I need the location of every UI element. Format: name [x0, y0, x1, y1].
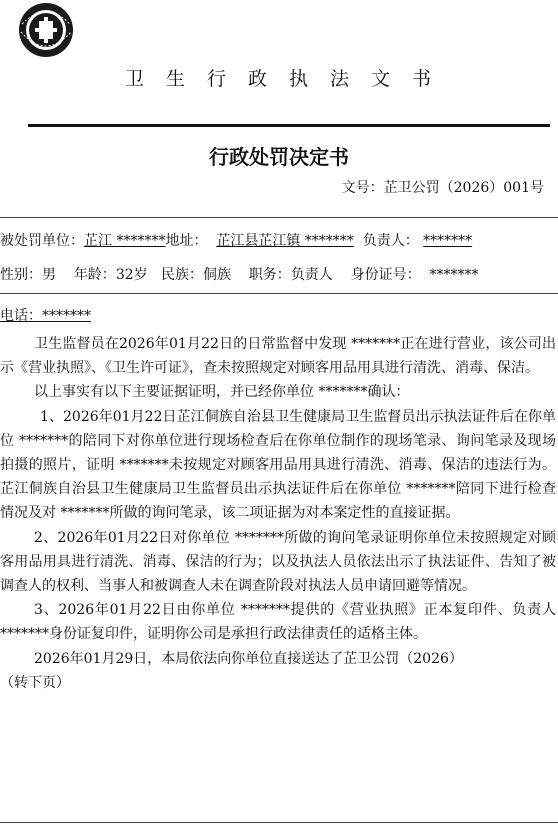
id-label: 身份证号：: [350, 267, 421, 283]
address-label: 地址：: [165, 233, 208, 249]
section-divider-bottom: [0, 293, 558, 294]
ethnicity-value: 侗族: [203, 267, 231, 283]
party-line-unit: [0, 232, 472, 250]
paragraph-finding: 卫生监督员在2026年01月22日的日常监督中发现 *******正在进行营业，该公司出示《营业执照》、《卫生许可证》，查未按照规定对顾客用品用具进行清洗、消毒、保洁。: [0, 336, 556, 377]
paragraph-evidence-2: 2、2026年01月22日对你单位 *******所做的询问笔录证明你单位未按照规定对顾客用品用具进行清洗、消毒、保洁的行为；以及执法人员依法出示了执法证件、告知了被调查人的权利、当事人和被调查人未在调查阶段对执法人员申请回避等情况。: [0, 529, 556, 595]
phone-label: 电话：: [0, 308, 42, 324]
party-line-phone: [0, 307, 91, 325]
address-value: 芷江县芷江镇 *******: [216, 233, 354, 249]
id-value: *******: [429, 267, 479, 283]
health-inspection-emblem: [15, 2, 77, 58]
document-title: 行政处罚决定书: [209, 145, 349, 169]
footer-divider: [0, 822, 558, 823]
age-value: 32岁: [115, 267, 148, 283]
ethnicity-label: 民族：: [161, 267, 203, 283]
paragraph-evidence-intro: 以上事实有以下主要证据证明，并已经你单位 *******确认：: [34, 384, 410, 401]
head-label: 负责人：: [362, 233, 419, 249]
phone-value: *******: [42, 308, 91, 324]
position-value: 负责人: [290, 267, 333, 283]
document-number: 文号：芷卫公罚（2026）001号: [341, 180, 544, 196]
paragraph-evidence-3: 3、2026年01月22日由你单位 *******提供的《营业执照》正本复印件、负责人 *******身份证复印件，证明你公司是承担行政法律责任的适格主体。: [0, 602, 556, 643]
unit-label: 被处罚单位：: [0, 233, 84, 249]
party-line-person: [0, 266, 479, 284]
paragraph-evidence-1: 1、2026年01月22日芷江侗族自治县卫生健康局卫生监督员出示执法证件后在你单位 *******的陪同下对你单位进行现场检查后在你单位制作的现场笔录、询问笔录及现场拍摄的照片，证明 *******未按规定对顾客用品用具进行清洗、消毒、保洁的违法行为。芷江侗族自治县卫生健康局卫生监督员出示执法证件后在你单位 *******陪同下进行检查情况及对 *******所做的询问笔录，该二项证据为对本案定性的直接证据。: [0, 408, 556, 522]
continued-note: （转下页）: [0, 674, 70, 691]
document-type-heading: 卫生行政执法文书: [124, 68, 453, 90]
position-label: 职务：: [248, 267, 291, 283]
gender-value: 男: [42, 267, 56, 283]
section-divider-top: [0, 217, 558, 218]
header-divider: [28, 124, 550, 127]
gender-label: 性别：: [0, 267, 42, 283]
head-value: *******: [423, 233, 473, 249]
unit-value: 芷江 *******: [84, 233, 166, 249]
decision-body: [0, 332, 556, 695]
paragraph-service: 2026年01月29日，本局依法向你单位直接送达了芷卫公罚（2026）: [34, 650, 463, 667]
age-label: 年龄：: [73, 267, 116, 283]
